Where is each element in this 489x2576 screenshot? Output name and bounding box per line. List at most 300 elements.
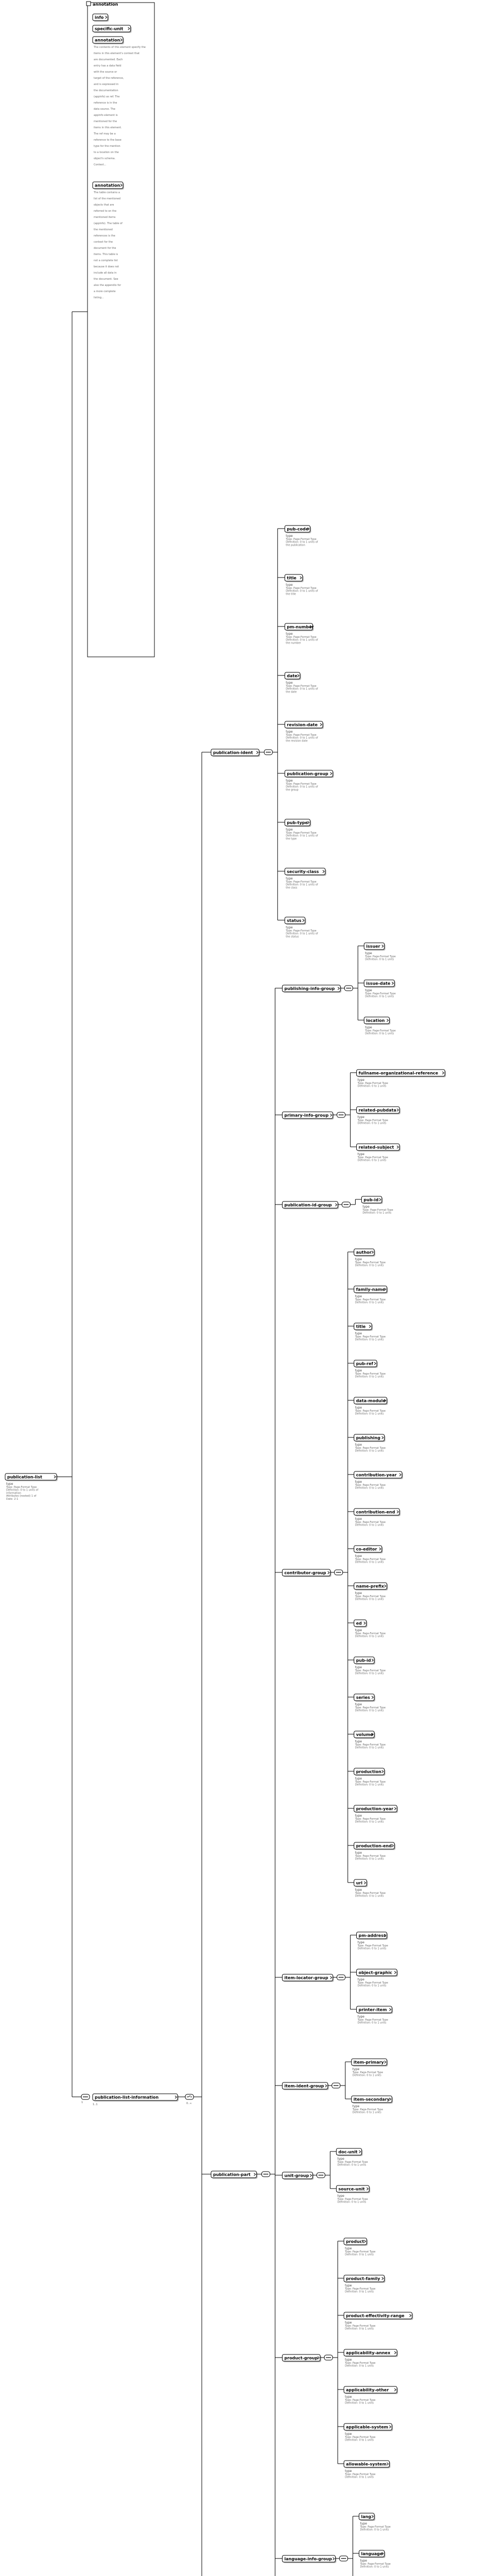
leaf-element[interactable] <box>354 1879 368 1887</box>
element-label: language-info-group <box>284 2556 332 2562</box>
annotation-text: because it does not <box>94 265 119 268</box>
leaf-element[interactable] <box>344 2424 393 2431</box>
documentation-text: Definition: 0 to 1 units of <box>286 785 318 789</box>
documentation-text: Type: Page-Format Type <box>357 1156 388 1159</box>
subgroup[interactable] <box>282 1569 331 1577</box>
leaf-element[interactable] <box>357 1107 401 1114</box>
documentation-text: Definition: 0 to 1 units of <box>286 540 318 544</box>
element-label: pub-code <box>287 527 309 532</box>
leaf-element[interactable] <box>336 2148 362 2156</box>
annotation-text: reference is in the <box>94 101 117 105</box>
documentation-text: Type: Page-Format Type <box>355 1706 386 1709</box>
leaf-element[interactable] <box>357 1969 398 1977</box>
sequence-dot <box>341 1977 342 1978</box>
annotation-item[interactable] <box>93 37 124 44</box>
documentation-text: type <box>6 1482 13 1486</box>
documentation-text: Type: Page-Format Type <box>345 2250 376 2253</box>
element-label: publishing <box>356 1435 380 1440</box>
annotation-text: are documented. Each <box>94 58 123 61</box>
leaf-element[interactable] <box>344 2275 386 2283</box>
leaf-element[interactable] <box>354 1546 383 1553</box>
element-label: data-module <box>356 1398 386 1403</box>
documentation-text: type <box>352 2105 360 2108</box>
element-label: production-end <box>356 1843 392 1849</box>
group-child[interactable] <box>285 868 326 876</box>
occurs-label: 1..1 <box>93 2103 98 2106</box>
documentation-text: Type: Page-Format Type <box>345 2435 376 2439</box>
element-label: object-graphic <box>358 1970 392 1975</box>
documentation-text: type <box>357 1115 365 1119</box>
annotation-text: and is expressed in <box>94 83 119 86</box>
documentation-text: type <box>286 877 293 880</box>
documentation-text: type <box>345 2469 352 2473</box>
sequence-dot <box>341 1114 342 1115</box>
documentation-text: Definition: 0 to 1 units <box>357 1159 387 1162</box>
documentation-text: Type: Page-Format Type <box>286 684 317 688</box>
element-label: pm-number <box>287 624 314 630</box>
group-child[interactable] <box>285 672 301 680</box>
choice-icon <box>185 2094 194 2099</box>
documentation-text: Definition: 0 to 1 units <box>365 1032 394 1036</box>
documentation-text: Type: Page-Format Type <box>355 1669 386 1672</box>
element-label: applicability-annex <box>346 2350 391 2355</box>
documentation-text: Definition: 0 to 1 units <box>355 1857 384 1861</box>
documentation-text: type <box>357 2015 365 2019</box>
documentation-text: the number <box>286 641 301 645</box>
group-sequence-connector <box>264 750 272 755</box>
subgroup-sequence-connector <box>342 1202 350 1207</box>
documentation-text: type <box>355 1851 362 1855</box>
element-label: product-family <box>346 2276 380 2281</box>
group-child[interactable] <box>285 819 311 827</box>
leaf-element[interactable] <box>344 2312 413 2320</box>
element-label: specific-unit <box>95 26 124 31</box>
documentation-text: Type: Page-Format Type <box>286 635 317 639</box>
sequence-dot <box>337 2085 338 2086</box>
documentation-text: Type: Page-Format Type <box>345 2287 376 2291</box>
element-label: family-name <box>356 1287 385 1292</box>
documentation-text: Type: Page-Format Type <box>345 2324 376 2328</box>
documentation-text: Type: Page-Format Type <box>286 880 317 884</box>
element-label: fullname-organizational-reference <box>358 1071 439 1076</box>
documentation-text: type <box>357 1941 365 1944</box>
annotation-panel <box>88 3 154 657</box>
subgroup-sequence-connector <box>344 986 353 991</box>
annotation-text: items in this element's context that <box>94 52 140 55</box>
documentation-text: Type: Page-Format Type <box>286 782 317 786</box>
element-label: publication-list-information <box>95 2095 159 2100</box>
documentation-text: the revision date <box>286 739 308 743</box>
leaf-element[interactable] <box>359 2513 376 2521</box>
leaf-element[interactable] <box>357 1932 388 1940</box>
element-label: product-group <box>284 2355 318 2361</box>
sequence-dot <box>346 1204 347 1205</box>
element-label: co-editor <box>356 1547 377 1552</box>
subgroup-sequence-connector <box>340 2556 348 2561</box>
documentation-text: Definition: 0 to 1 units of <box>286 736 318 740</box>
annotation-text: items. This table is <box>94 253 118 256</box>
sequence-dot <box>266 752 267 753</box>
documentation-text: type <box>286 681 293 685</box>
element-label: publication-list <box>7 1475 42 1480</box>
annotation-text: (appinfo). The table of <box>94 222 123 225</box>
element-label: source-unit <box>338 2187 365 2192</box>
annotation-text: the mentioned <box>94 228 113 231</box>
element-label: pm-address <box>358 1933 386 1938</box>
sequence-dot <box>339 1977 340 1978</box>
group-child[interactable] <box>285 574 304 582</box>
documentation-text: Definition: 0 to 1 units <box>360 2565 389 2569</box>
documentation-text: Definition: 0 to 1 units <box>355 1746 384 1750</box>
documentation-text: Type: Page-Format Type <box>355 1409 386 1413</box>
documentation-text: type <box>355 1480 362 1484</box>
documentation-text: Definition: 0 to 1 units <box>352 2111 381 2114</box>
annotation-item[interactable] <box>93 25 132 33</box>
documentation-text: Type: Page-Format Type <box>355 1520 386 1524</box>
documentation-text: type <box>355 1332 362 1335</box>
documentation-text: Definition: 0 to 1 units of <box>286 589 318 593</box>
documentation-text: the group <box>286 788 299 792</box>
documentation-text: Type: Page-Format Type <box>365 955 396 958</box>
annotation-text: The ref may be a <box>94 132 116 135</box>
documentation-text: Definition: 0 to 1 units <box>355 1523 384 1527</box>
documentation-text: Definition: 0 to 1 units <box>345 2327 374 2331</box>
documentation-text: type <box>355 1703 362 1706</box>
leaf-element[interactable] <box>357 1070 446 1077</box>
sequence-dot <box>345 2558 346 2559</box>
documentation-text: type <box>355 1888 362 1892</box>
leaf-element[interactable] <box>354 1323 373 1331</box>
sequence-dot <box>342 2558 343 2559</box>
element-label: applicability-other <box>346 2387 389 2393</box>
documentation-text: Type: Page-Format Type <box>286 929 317 933</box>
sequence-dot <box>346 988 347 989</box>
subgroup-sequence-connector <box>335 1570 343 1575</box>
sequence-dot <box>336 2085 337 2086</box>
documentation-text: Type: Page-Format Type <box>357 1944 388 1947</box>
sequence-dot <box>268 752 269 753</box>
annotation-text: target of the reference, <box>94 77 124 80</box>
annotation-item[interactable] <box>93 182 124 190</box>
root-element[interactable] <box>5 1473 58 1481</box>
leaf-element[interactable] <box>344 2349 398 2357</box>
subgroup[interactable] <box>282 2172 313 2180</box>
annotation-collapse-icon[interactable] <box>86 2 91 6</box>
documentation-text: Definition: 0 to 1 units <box>355 1449 384 1453</box>
documentation-text: Definition: 0 to 1 units <box>345 2290 374 2294</box>
element-label: status <box>287 918 302 923</box>
annotation-text: listing... <box>94 296 104 299</box>
documentation-text: type <box>355 1517 362 1521</box>
documentation-text: information <box>6 1492 21 1495</box>
documentation-text: Type: Page-Format Type <box>355 1817 386 1821</box>
documentation-text: type <box>355 1295 362 1298</box>
subgroup-sequence-connector <box>337 1975 345 1980</box>
leaf-element[interactable] <box>354 1620 368 1628</box>
annotation-text: objects that are <box>94 204 114 207</box>
group-1[interactable] <box>211 2171 257 2179</box>
documentation-text: type <box>365 989 372 992</box>
documentation-text: Definition: 0 to 1 units <box>355 1264 384 1267</box>
documentation-text: type <box>365 1026 372 1029</box>
leaf-element[interactable] <box>344 2238 368 2246</box>
documentation-text: type <box>360 2559 367 2563</box>
annotation-item[interactable] <box>93 14 109 22</box>
annotation-text: (appinfo) as ref. The <box>94 95 120 98</box>
element-label: related-subject <box>358 1145 394 1150</box>
documentation-text: Type: Page-Format Type <box>365 1029 396 1032</box>
documentation-text: type <box>355 1591 362 1595</box>
subgroup[interactable] <box>282 985 341 993</box>
documentation-text: Definition: 0 to 1 units <box>357 1122 387 1125</box>
element-label: title <box>356 1324 366 1329</box>
annotation-text: the documentation <box>94 89 118 92</box>
leaf-element[interactable] <box>354 1471 403 1479</box>
leaf-element[interactable] <box>354 1360 378 1368</box>
documentation-text: type <box>286 632 293 636</box>
annotation-text: mentioned items <box>94 216 116 219</box>
annotation-title: annotation <box>93 2 118 7</box>
documentation-text: type <box>286 828 293 832</box>
documentation-text: type <box>355 1369 362 1372</box>
leaf-element[interactable] <box>354 1249 375 1257</box>
element-label: url <box>356 1880 363 1886</box>
annotation-text: The contents of this element specify the <box>94 46 146 49</box>
leaf-element[interactable] <box>364 980 395 988</box>
documentation-text: type <box>357 1078 365 1082</box>
element-label: item-primary <box>353 2060 384 2065</box>
element-label: product <box>346 2239 364 2244</box>
sequence-dot <box>328 2357 329 2358</box>
element-label: publication-group <box>287 771 328 776</box>
leaf-element[interactable] <box>354 1768 386 1776</box>
subgroup[interactable] <box>282 2082 328 2090</box>
element-label: annotation <box>95 183 120 188</box>
documentation-text: Definition: 0 to 1 units <box>357 1984 387 1988</box>
subgroup-sequence-connector <box>332 2083 340 2088</box>
documentation-text: type <box>360 2522 367 2526</box>
annotation-text: not a complete list <box>94 259 118 262</box>
documentation-text: type <box>345 2432 352 2436</box>
element-label: pub-id <box>363 1197 379 1202</box>
documentation-text: Definition: 0 to 1 units <box>355 1709 384 1713</box>
sequence-dot <box>319 2175 320 2176</box>
documentation-text: Definition: 0 to 1 units <box>337 2163 366 2167</box>
documentation-text: Type: Page-Format Type <box>355 1298 386 1301</box>
documentation-text: type <box>345 2358 352 2362</box>
leaf-element[interactable] <box>354 1694 375 1702</box>
group-child[interactable] <box>285 770 334 778</box>
element-label: publication-id-group <box>284 1202 332 1208</box>
documentation-text: the class <box>286 886 298 890</box>
sequence-dot <box>86 2096 88 2097</box>
leaf-element[interactable] <box>354 1509 400 1516</box>
annotation-text: items in this element. <box>94 126 122 129</box>
annotation-text: references is the <box>94 234 115 238</box>
documentation-text: the date <box>286 690 297 694</box>
documentation-text: Definition: 0 to 1 units <box>355 1598 384 1601</box>
annotation-text: referred to on the <box>94 210 117 213</box>
documentation-text: Definition: 0 to 1 units <box>355 1375 384 1379</box>
documentation-text: Definition: 0 to 1 units of <box>286 834 318 838</box>
annotation-text: mentioned for the <box>94 120 117 123</box>
element-label: related-pubdata <box>358 1108 396 1113</box>
documentation-text: Type: Page-Format Type <box>355 1372 386 1376</box>
leaf-element[interactable] <box>364 943 385 951</box>
annotation-text: Context... <box>94 163 107 166</box>
sequence-dot <box>337 1572 338 1573</box>
documentation-text: Definition: 0 to 1 units <box>360 2528 389 2532</box>
leaf-element[interactable] <box>357 1144 401 1151</box>
documentation-text: type <box>355 1666 362 1669</box>
documentation-text: type <box>337 2157 344 2161</box>
leaf-element[interactable] <box>354 1731 375 1739</box>
sequence-dot <box>321 2175 322 2176</box>
main-sequence-element[interactable] <box>93 2094 179 2102</box>
element-label: item-secondary <box>353 2097 390 2102</box>
documentation-text: Definition: 0 to 1 units <box>357 2021 387 2025</box>
sequence-dot <box>264 2174 265 2175</box>
element-label: allowable-system <box>346 2462 387 2467</box>
leaf-element[interactable] <box>354 1434 386 1442</box>
element-label: revision-date <box>287 722 318 727</box>
annotation-text: a more complete <box>94 290 116 293</box>
element-label: publication-ident <box>213 750 253 755</box>
documentation-text: Definition: 0 to 1 units <box>355 1338 384 1342</box>
documentation-text: Type: Page-Format Type <box>355 1261 386 1264</box>
leaf-element[interactable] <box>354 1583 388 1590</box>
annotation-text: include all data in <box>94 272 117 275</box>
leaf-element[interactable] <box>354 1657 375 1665</box>
group-child[interactable] <box>285 917 306 925</box>
leaf-element[interactable] <box>354 1397 388 1405</box>
leaf-element[interactable] <box>361 1196 382 1204</box>
documentation-text: Definition: 0 to 1 units <box>352 2074 381 2077</box>
element-label: pub-ref <box>356 1361 374 1366</box>
leaf-element[interactable] <box>344 2461 390 2468</box>
documentation-text: type <box>355 1777 362 1781</box>
element-label: name-prefix <box>356 1584 385 1589</box>
leaf-element[interactable] <box>344 2386 398 2394</box>
documentation-text: Definition: 0 to 1 units <box>345 2438 374 2442</box>
documentation-text: type <box>286 926 293 929</box>
element-label: production-year <box>356 1806 394 1811</box>
documentation-text: type <box>337 2194 344 2198</box>
annotation-text: to a location on the <box>94 151 119 154</box>
documentation-text: type <box>365 952 372 955</box>
element-label: volume <box>356 1732 373 1737</box>
group-child[interactable] <box>285 721 324 729</box>
documentation-text: Definition: 0 to 1 units <box>355 1561 384 1564</box>
leaf-element[interactable] <box>354 1842 396 1850</box>
documentation-text: Type: Page-Format Type <box>352 2108 383 2111</box>
documentation-text: type <box>362 1205 370 1209</box>
documentation-text: Type: Page-Format Type <box>355 1557 386 1561</box>
documentation-text: Type: Page-Format Type <box>355 1780 386 1784</box>
element-label: publishing-info-group <box>284 986 335 991</box>
documentation-text: type <box>286 583 293 587</box>
subgroup[interactable] <box>282 2555 336 2563</box>
subgroup-sequence-connector <box>317 2173 325 2178</box>
annotation-text: reference to the base <box>94 139 121 142</box>
documentation-text: Type: Page-Format Type <box>337 2160 368 2164</box>
documentation-text: Type: Page-Format Type <box>355 1743 386 1747</box>
documentation-text: Definition: 0 to 1 units <box>355 1894 384 1898</box>
annotation-text: data source. The <box>94 108 115 111</box>
documentation-text: Definition: 0 to 1 units <box>345 2364 374 2368</box>
documentation-text: Definition: 0 to 1 units <box>362 1211 392 1215</box>
element-label: primary-info-group <box>284 1113 329 1118</box>
main-sequence-connector <box>81 2094 90 2099</box>
documentation-text: Type: Page-Format Type <box>357 2018 388 2022</box>
sequence-dot <box>340 1572 341 1573</box>
leaf-element[interactable] <box>357 2006 393 2014</box>
documentation-text: type <box>345 2321 352 2325</box>
sequence-dot <box>350 988 351 989</box>
documentation-text: Type: Page-Format Type <box>337 2197 368 2201</box>
documentation-text: type <box>355 1258 362 1261</box>
documentation-text: Type: Page-Format Type <box>355 1335 386 1338</box>
subgroup[interactable] <box>282 1112 334 1120</box>
subgroup[interactable] <box>282 2354 321 2362</box>
element-label: contributor-group <box>284 1570 326 1575</box>
group-child[interactable] <box>285 526 311 533</box>
documentation-text: Definition: 0 to 1 units <box>355 1820 384 1824</box>
leaf-element[interactable] <box>352 2096 393 2104</box>
leaf-element[interactable] <box>336 2185 370 2193</box>
documentation-text: Type: Page-Format Type <box>345 2398 376 2402</box>
element-label: date <box>287 673 298 679</box>
element-label: language <box>361 2551 383 2556</box>
leaf-element[interactable] <box>364 1017 390 1025</box>
group-child[interactable] <box>285 623 313 631</box>
documentation-text: type <box>355 1443 362 1447</box>
documentation-text: Type: Page-Format Type <box>362 1208 393 1212</box>
element-label: publication-part <box>213 2172 251 2177</box>
documentation-text: Definition: 0 to 1 units <box>355 1412 384 1416</box>
documentation-text: Type: Page-Format Type <box>355 1891 386 1895</box>
documentation-text: Type: Page-Format Type <box>360 2525 391 2529</box>
documentation-text: type <box>357 1978 365 1981</box>
element-label: printer-item <box>358 2007 387 2012</box>
sequence-dot <box>322 2175 323 2176</box>
documentation-text: type <box>355 1406 362 1410</box>
element-label: pub-type <box>287 820 308 825</box>
sequence-dot <box>329 2357 330 2358</box>
leaf-element[interactable] <box>352 2059 388 2066</box>
sequence-dot <box>269 752 270 753</box>
subgroup[interactable] <box>282 1974 334 1982</box>
leaf-element[interactable] <box>354 1805 398 1813</box>
documentation-text: the publication <box>286 544 305 547</box>
documentation-text: Definition: 0 to 1 units of <box>286 932 318 936</box>
subgroup[interactable] <box>282 1201 339 1209</box>
element-label: author <box>356 1250 372 1255</box>
element-label: security-class <box>287 869 319 874</box>
element-label: contribution-end <box>356 1510 395 1515</box>
documentation-text: Definition: 0 to 1 units <box>345 2401 374 2405</box>
leaf-element[interactable] <box>359 2550 386 2558</box>
leaf-element[interactable] <box>354 1286 388 1294</box>
sequence-dot <box>342 1114 343 1115</box>
documentation-text: Type: Page-Format Type <box>355 1595 386 1598</box>
documentation-text: Type: Page-Format Type <box>286 537 317 541</box>
annotation-text: list of the mentioned <box>94 197 121 200</box>
annotation-text: with the source or <box>94 71 117 74</box>
element-label: title <box>287 575 296 581</box>
documentation-text: Type: Page-Format Type <box>345 2472 376 2476</box>
group-0[interactable] <box>211 749 260 757</box>
